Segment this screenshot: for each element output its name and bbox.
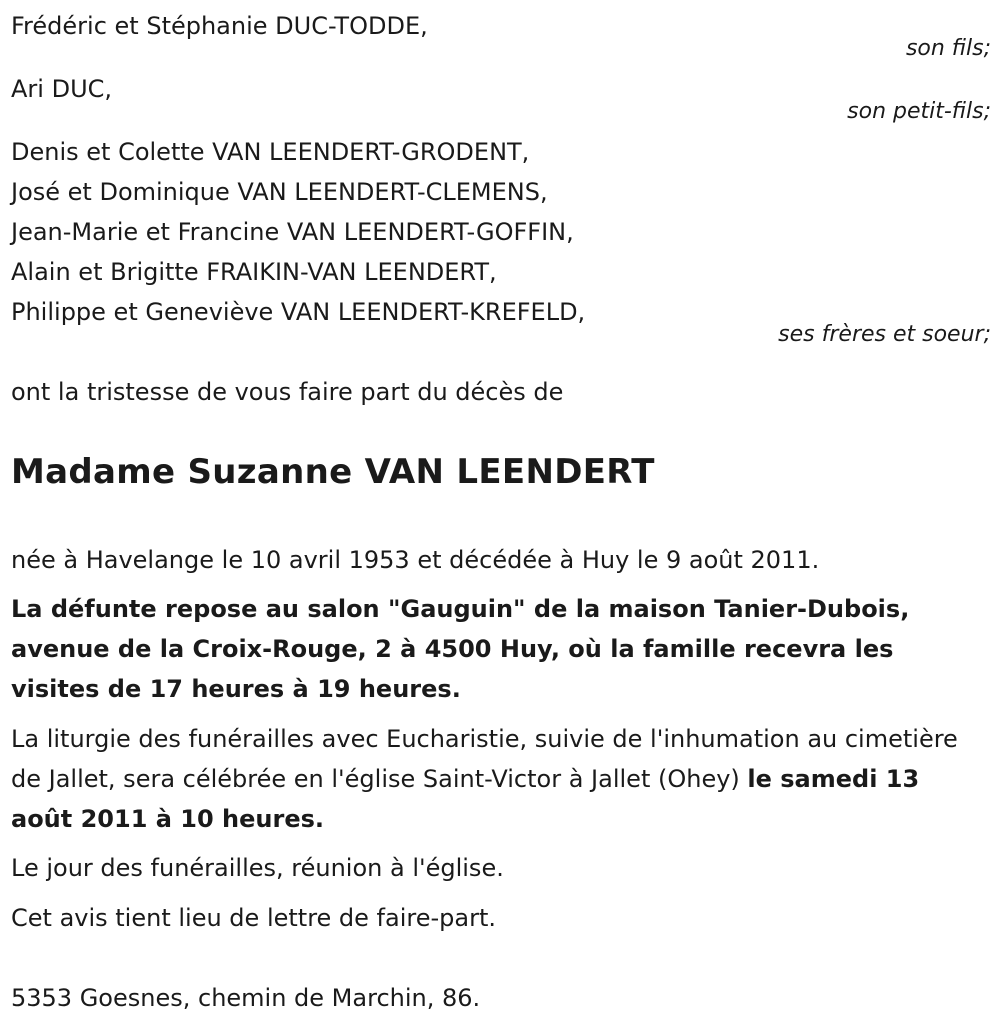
grandson-name: Ari DUC, — [11, 75, 113, 103]
sibling-line: José et Dominique VAN LEENDERT-CLEMENS, — [11, 178, 548, 206]
sibling-line: Denis et Colette VAN LEENDERT-GRODENT, — [11, 138, 530, 166]
deceased-name: Madame Suzanne VAN LEENDERT — [11, 452, 655, 492]
siblings-role: ses frères et soeur; — [778, 322, 991, 347]
sibling-line: Philippe et Geneviève VAN LEENDERT-KREFELD, — [11, 298, 586, 326]
sibling-line: Jean-Marie et Francine VAN LEENDERT-GOFFIN, — [11, 218, 574, 246]
liturgy-text: La liturgie des funérailles avec Eucharistie, suivie de l'inhumation au cimetière de Jallet, sera célébrée en l'église Saint-Victor à Jallet (Ohey) — [11, 725, 958, 793]
family-address: 5353 Goesnes, chemin de Marchin, 86. — [11, 984, 481, 1012]
birth-death-text: née à Havelange le 10 avril 1953 et décédée à Huy le 9 août 2011. — [11, 546, 820, 574]
grandson-role: son petit-fils; — [847, 99, 991, 124]
meeting-text: Le jour des funérailles, réunion à l'église. — [11, 854, 504, 882]
liturgy-paragraph — [11, 719, 971, 839]
announcement-text: ont la tristesse de vous faire part du décès de — [11, 378, 564, 406]
notice-text: Cet avis tient lieu de lettre de faire-part. — [11, 904, 496, 932]
obituary-notice — [11, 0, 991, 1031]
son-role: son fils; — [905, 36, 991, 61]
son-names: Frédéric et Stéphanie DUC-TODDE, — [11, 12, 428, 40]
sibling-line: Alain et Brigitte FRAIKIN-VAN LEENDERT, — [11, 258, 497, 286]
visitation-text: La défunte repose au salon "Gauguin" de la maison Tanier-Dubois, avenue de la Croix-Rouge, 2 à 4500 Huy, où la famille recevra les visites de 17 heures à 19 heures. — [11, 595, 910, 703]
funeral-date: le samedi 13 août 2011 à 10 heures. — [11, 765, 920, 833]
